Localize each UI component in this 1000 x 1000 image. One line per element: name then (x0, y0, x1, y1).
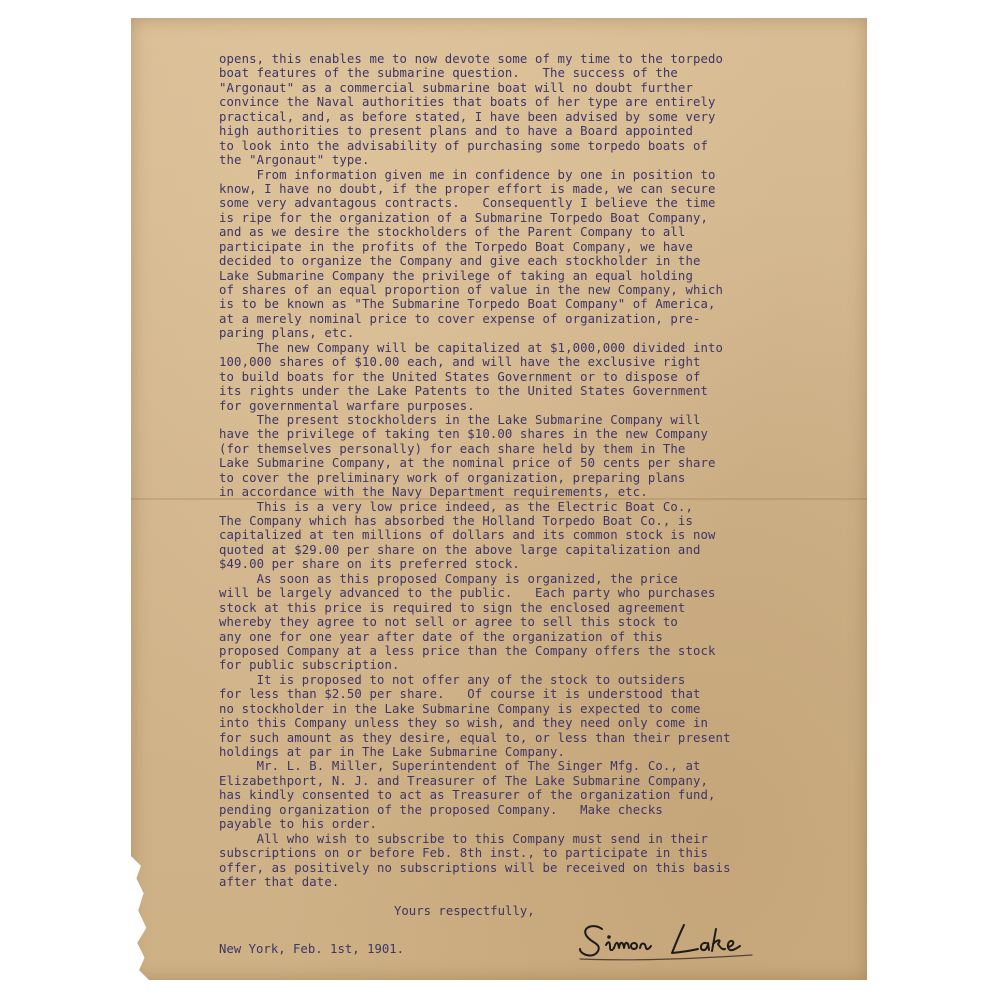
letter-line: and as we desire the stockholders of the Parent Company to all (219, 225, 686, 240)
letter-line: have the privilege of taking ten $10.00 shares in the new Company (219, 427, 709, 442)
letter-line: high authorities to present plans and to have a Board appointed (219, 124, 693, 139)
letter-line: opens, this enables me to now devote some of my time to the torpedo (219, 52, 724, 66)
torn-edge (131, 856, 149, 980)
letter-line: at a merely nominal price to cover expense of organization, pre- (219, 311, 701, 326)
letter-line: The new Company will be capitalized at $1,000,000 divided into (219, 340, 724, 355)
letter-line: for such amount as they desire, equal to, or less than their present (219, 730, 731, 745)
handwritten-signature (572, 915, 772, 965)
letter-line: The Company which has absorbed the Holland Torpedo Boat Co., is (219, 514, 693, 528)
letter-line: the "Argonaut" type. (219, 153, 370, 168)
letter-line: for public subscription. (219, 658, 400, 673)
letter-line: decided to organize the Company and give each stockholder in the (219, 254, 701, 269)
letter-line: "Argonaut" as a commercial submarine boat will no doubt further (219, 80, 693, 95)
letter-line: boat features of the submarine question. The success of the (219, 66, 678, 81)
letter-line: of shares of an equal proportion of value in the new Company, which (219, 283, 724, 297)
letter-line: convince the Naval authorities that boats of her type are entirely (219, 95, 716, 110)
letter-line: for less than $2.50 per share. Of course it is understood that (219, 687, 701, 702)
letter-line: into this Company unless they so wish, and they need only come in (219, 716, 709, 731)
letter-line: to build boats for the United States Government or to dispose of (219, 369, 701, 384)
letter-line: Mr. L. B. Miller, Superintendent of The Singer Mfg. Co., at (219, 759, 701, 774)
letter-line: 100,000 shares of $10.00 each, and will have the exclusive right (219, 355, 701, 370)
letter-closing: Yours respectfully, (394, 904, 535, 918)
letter-line: From information given me in confidence by one in position to (219, 167, 716, 182)
letter-line: its rights under the Lake Patents to the United States Government (219, 384, 709, 399)
letter-line: $49.00 per share on its preferred stock. (219, 557, 520, 572)
letter-line: proposed Company at a less price than the Company offers the stock (219, 643, 716, 658)
letter-line: for governmental warfare purposes. (219, 398, 475, 413)
letter-line: Elizabethport, N. J. and Treasurer of The Lake Submarine Company, (219, 773, 709, 788)
letter-line: after that date. (219, 874, 340, 889)
letter-line: will be largely advanced to the public. Each party who purchases (219, 586, 716, 601)
letter-line: Lake Submarine Company the privilege of taking an equal holding (219, 268, 693, 283)
letter-line: holdings at par in The Lake Submarine Company. (219, 745, 566, 759)
letter-line: is ripe for the organization of a Submarine Torpedo Boat Company, (219, 210, 709, 225)
letter-line: paring plans, etc. (219, 326, 355, 341)
letter-line: (for themselves personally) for each share held by them in The (219, 441, 686, 456)
letter-line: is to be known as "The Submarine Torpedo Boat Company" of America, (219, 297, 716, 312)
letter-line: stock at this price is required to sign the enclosed agreement (219, 600, 686, 615)
letter-line: quoted at $29.00 per share on the above large capitalization and (219, 542, 701, 557)
letter-line: has kindly consented to act as Treasurer of the organization fund, (219, 788, 716, 803)
letter-line: This is a very low price indeed, as the Electric Boat Co., (219, 499, 693, 514)
letter-line: any one for one year after date of the organization of this (219, 629, 663, 644)
letter-body (219, 52, 819, 889)
letter-line: whereby they agree to not sell or agree to sell this stock to (219, 615, 678, 630)
letter-line: All who wish to subscribe to this Company must send in their (219, 831, 709, 846)
letter-line: to cover the preliminary work of organization, preparing plans (219, 470, 686, 485)
letter-line: capitalized at ten millions of dollars and its common stock is now (219, 528, 716, 543)
letter-line: know, I have no doubt, if the proper effort is made, we can secure (219, 181, 716, 196)
letter-line: to look into the advisability of purchasing some torpedo boats of (219, 138, 709, 153)
letter-line: participate in the profits of the Torpedo Boat Company, we have (219, 239, 693, 254)
letter-line: practical, and, as before stated, I have been advised by some very (219, 109, 716, 124)
letter-line: some very advantagous contracts. Consequently I believe the time (219, 196, 716, 211)
letter-line: offer, as positively no subscriptions will be received on this basis (219, 860, 731, 875)
letter-line: pending organization of the proposed Company. Make checks (219, 802, 663, 817)
letter-line: subscriptions on or before Feb. 8th inst., to participate in this (219, 846, 709, 861)
letter-line: Lake Submarine Company, at the nominal price of 50 cents per share (219, 456, 716, 471)
letter-line: payable to his order. (219, 817, 377, 832)
letter-line: It is proposed to not offer any of the stock to outsiders (219, 672, 686, 687)
letter-line: no stockholder in the Lake Submarine Company is expected to come (219, 701, 701, 716)
letter-line: The present stockholders in the Lake Submarine Company will (219, 412, 701, 427)
letter-line: As soon as this proposed Company is organized, the price (219, 571, 678, 586)
letter-line: in accordance with the Navy Department requirements, etc. (219, 485, 648, 500)
letter-dateline: New York, Feb. 1st, 1901. (219, 942, 405, 956)
